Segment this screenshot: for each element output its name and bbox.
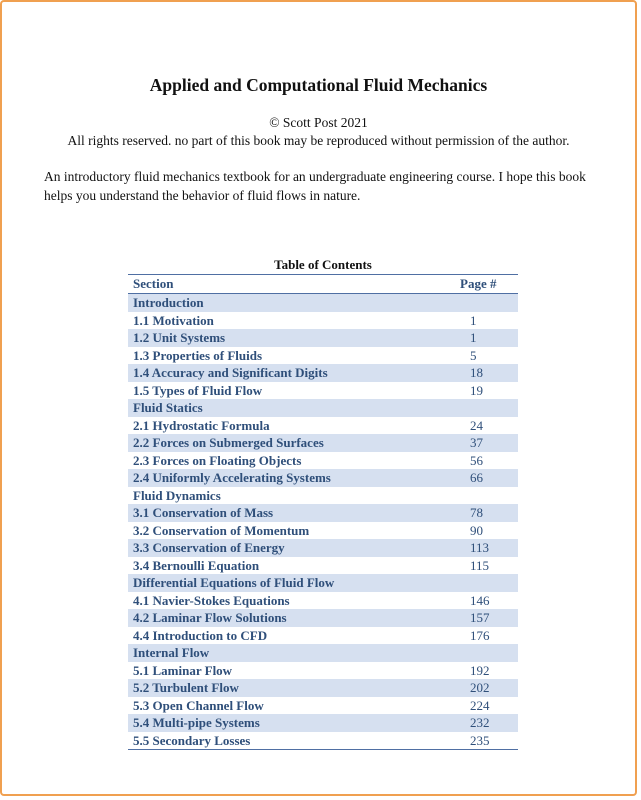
table-of-contents	[128, 256, 518, 750]
toc-page-number: 1	[470, 330, 477, 345]
rights-notice: All rights reserved. no part of this book may be reproduced without permission of the author.	[67, 133, 570, 148]
toc-section-row	[128, 697, 518, 715]
toc-chapter-title: Differential Equations of Fluid Flow	[133, 575, 335, 590]
toc-section-row	[128, 364, 518, 382]
toc-section-title: 3.4 Bernoulli Equation	[133, 557, 260, 573]
toc-page-number: 232	[470, 715, 490, 730]
toc-page-number: 37	[470, 435, 483, 450]
toc-section-row	[128, 469, 518, 487]
document-title: Applied and Computational Fluid Mechanics	[149, 75, 488, 95]
toc-page-number: 18	[470, 365, 483, 380]
toc-page-number: 235	[470, 732, 490, 748]
toc-page-number: 113	[470, 540, 490, 555]
toc-section-title: 2.4 Uniformly Accelerating Systems	[133, 470, 331, 485]
toc-section-title: 5.2 Turbulent Flow	[133, 680, 239, 695]
toc-section-title: 1.1 Motivation	[133, 312, 214, 328]
toc-page-number: 90	[470, 522, 483, 538]
toc-section-title: 4.4 Introduction to CFD	[133, 627, 268, 643]
toc-chapter-title: Fluid Dynamics	[133, 487, 221, 503]
toc-chapter-title: Internal Flow	[133, 645, 210, 660]
toc-caption: Table of Contents	[274, 257, 372, 272]
toc-chapter-row	[128, 399, 518, 417]
toc-section-title: 4.1 Navier-Stokes Equations	[133, 592, 290, 608]
toc-section-title: 1.2 Unit Systems	[133, 330, 226, 345]
book-description: An introductory fluid mechanics textbook for an undergraduate engineering course. I hope this book helps you understand the behavior of fluid flows in nature.	[44, 169, 586, 203]
toc-chapter-row	[128, 487, 518, 505]
toc-section-row	[128, 609, 518, 627]
toc-section-row	[128, 434, 518, 452]
toc-section-row	[128, 627, 518, 645]
toc-page-number: 24	[470, 417, 483, 433]
toc-section-row	[128, 557, 518, 575]
toc-page-number: 56	[470, 452, 483, 468]
toc-section-row	[128, 679, 518, 697]
toc-section-row	[128, 329, 518, 347]
toc-page-number: 176	[470, 627, 490, 643]
toc-section-row	[128, 522, 518, 540]
toc-section-row	[128, 312, 518, 330]
toc-page-number	[454, 644, 518, 662]
toc-section-row	[128, 662, 518, 680]
toc-section-title: 1.5 Types of Fluid Flow	[133, 382, 263, 398]
toc-page-number: 66	[470, 470, 483, 485]
toc-section-row	[128, 732, 518, 750]
copyright-line: © Scott Post 2021	[269, 115, 368, 130]
toc-section-title: 5.3 Open Channel Flow	[133, 697, 264, 713]
toc-section-title: 2.1 Hydrostatic Formula	[133, 417, 270, 433]
toc-chapter-row	[128, 574, 518, 592]
toc-page-number	[454, 399, 518, 417]
toc-header-row	[128, 274, 518, 294]
toc-page-number	[454, 487, 518, 505]
toc-page-number: 146	[470, 592, 490, 608]
toc-chapter-row	[128, 644, 518, 662]
toc-section-title: 3.2 Conservation of Momentum	[133, 522, 310, 538]
toc-page-number: 115	[470, 557, 490, 573]
toc-section-title: 1.4 Accuracy and Significant Digits	[133, 365, 328, 380]
toc-section-title: 3.1 Conservation of Mass	[133, 505, 274, 520]
toc-section-row	[128, 347, 518, 365]
toc-section-row	[128, 592, 518, 610]
toc-section-title: 3.3 Conservation of Energy	[133, 540, 285, 555]
toc-page-number: 78	[470, 505, 483, 520]
toc-page-number: 19	[470, 382, 483, 398]
toc-page-number: 202	[470, 680, 490, 695]
toc-bottom-rule	[128, 749, 518, 750]
toc-page-number	[454, 574, 518, 592]
toc-page-number: 1	[470, 312, 477, 328]
toc-section-title: 1.3 Properties of Fluids	[133, 347, 263, 363]
toc-rows	[128, 294, 518, 749]
toc-section-row	[128, 452, 518, 470]
toc-section-title: 5.4 Multi-pipe Systems	[133, 715, 260, 730]
toc-section-title: 5.1 Laminar Flow	[133, 662, 233, 678]
toc-chapter-title: Introduction	[133, 295, 204, 310]
toc-chapter-title: Fluid Statics	[133, 400, 203, 415]
toc-page-number: 192	[470, 662, 490, 678]
toc-section-row	[128, 714, 518, 732]
toc-section-row	[128, 382, 518, 400]
toc-page-number	[454, 294, 518, 312]
toc-section-row	[128, 417, 518, 435]
toc-page-number: 224	[470, 697, 490, 713]
toc-section-title: 4.2 Laminar Flow Solutions	[133, 610, 287, 625]
toc-header-section: Section	[133, 276, 174, 291]
toc-page-number: 5	[470, 347, 477, 363]
toc-section-title: 2.2 Forces on Submerged Surfaces	[133, 435, 324, 450]
toc-section-title: 2.3 Forces on Floating Objects	[133, 452, 302, 468]
toc-section-row	[128, 504, 518, 522]
toc-section-title: 5.5 Secondary Losses	[133, 732, 251, 748]
toc-header-page: Page #	[460, 276, 497, 291]
toc-section-row	[128, 539, 518, 557]
toc-chapter-row	[128, 294, 518, 312]
toc-page-number: 157	[470, 610, 490, 625]
